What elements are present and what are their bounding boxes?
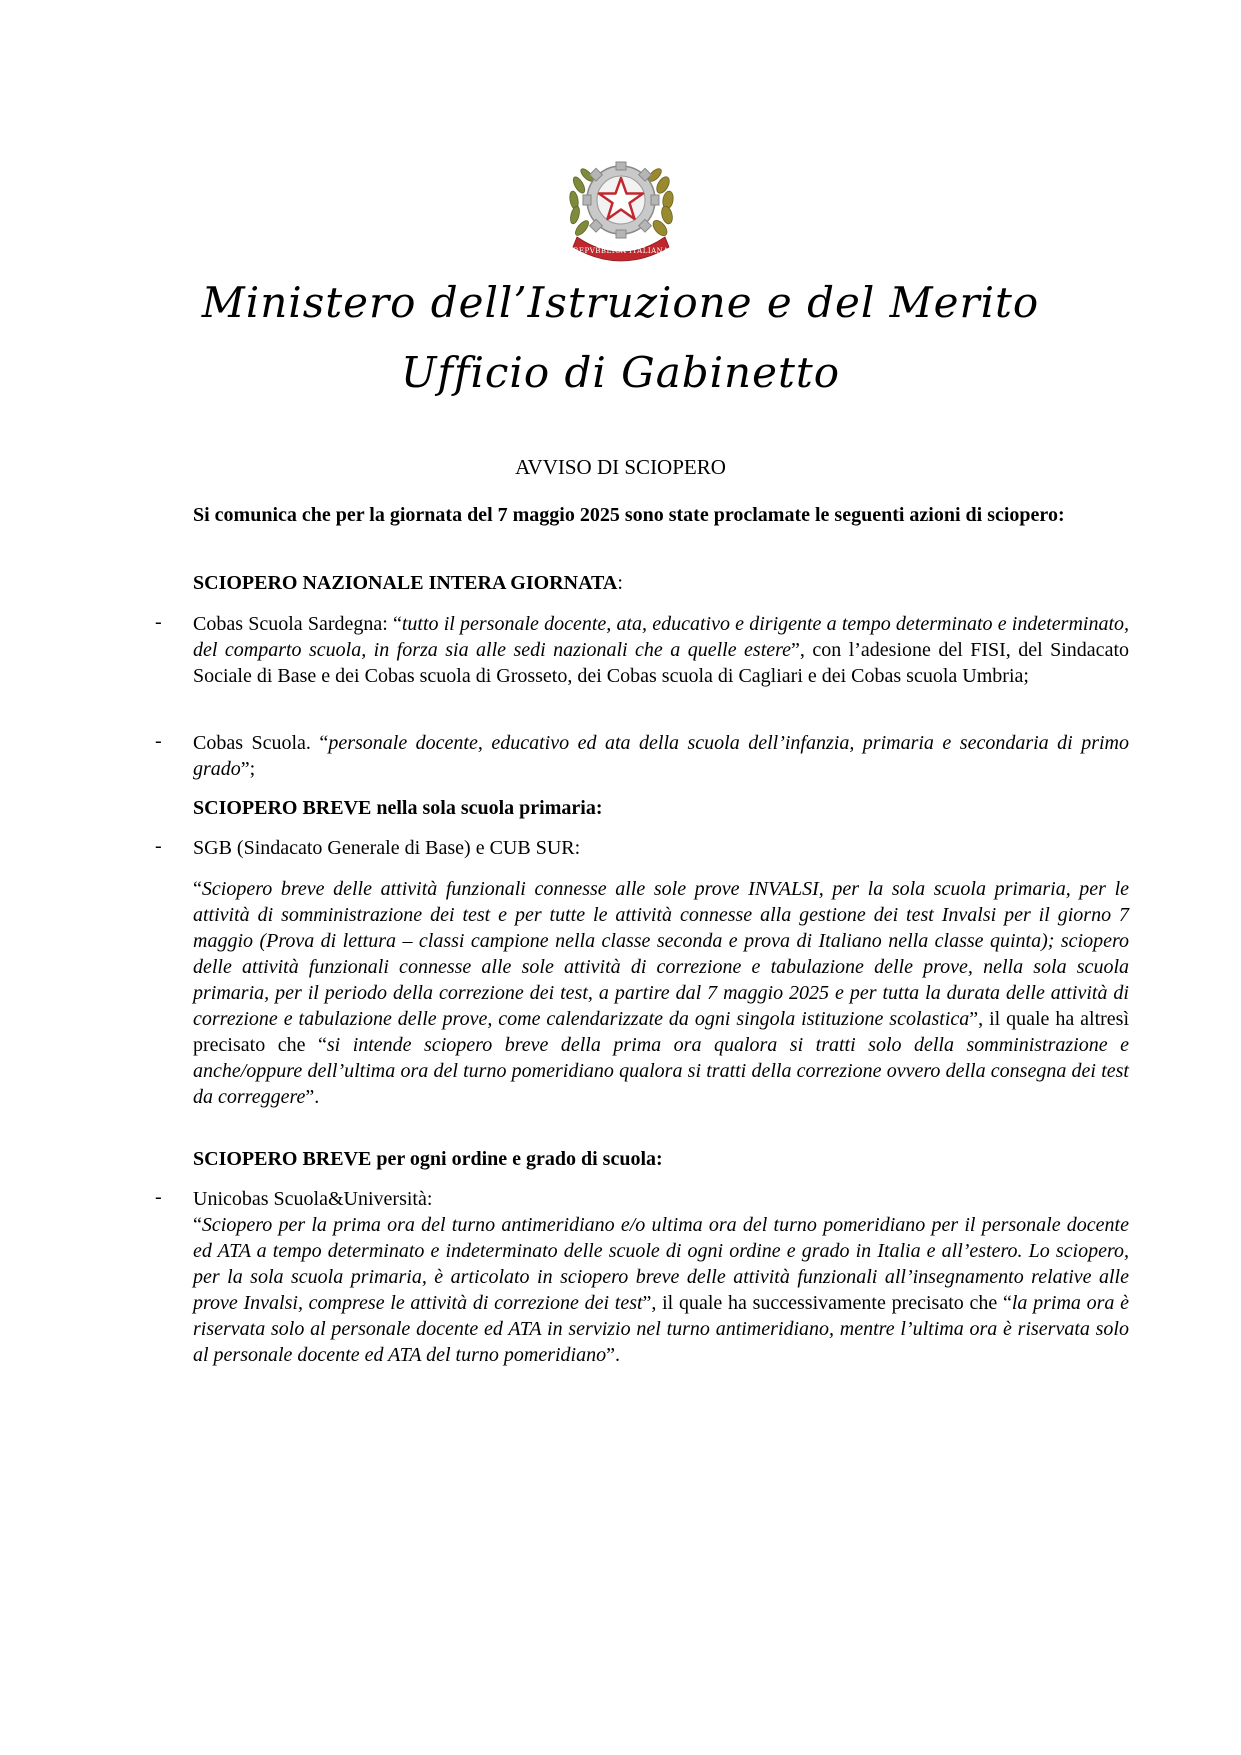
list-bullet: - bbox=[155, 1186, 162, 1208]
quote-text: ”, il quale ha successivamente precisato che “ bbox=[642, 1292, 1012, 1314]
quote-italic: Sciopero per la prima ora del turno antimeridiano e/o ultima ora del turno pomeridiano per il personale docente ed ATA a tempo determinato e indeterminato delle scuole di ogni ordine e grado in Italia e all’estero. Lo sciopero, per la sola scuola primaria, è articolato in sciopero breve delle attività funzionali all’insegnamento relative alle prove Invalsi, comprese le attività di correzione dei test bbox=[193, 1214, 1129, 1314]
quote-italic: Sciopero breve delle attività funzionali connesse alle sole prove INVALSI, per la sola scuola primaria, per le attività di somministrazione dei test e per tutte le attività connesse alla gestione dei test Invalsi per il giorno 7 maggio (Prova di lettura – classi campione nella classe seconda e prova di Italiano nella classe quinta); sciopero delle attività funzionali connesse alle sole attività di correzione e tabulazione delle prove, nella sola scuola primaria, per il periodo della correzione dei test, a partire dal 7 maggio 2025 e per tutta la durata delle attività di correzione e tabulazione delle prove, come calendarizzate da ogni singola istituzione scolastica bbox=[193, 878, 1129, 1030]
item-text: ”; bbox=[240, 758, 256, 780]
item-quote: tutto il personale docente, ata, educativo e dirigente a tempo determinato e indeterminato, del comparto scuola, in forza sia alle sedi nazionali che a quelle estere bbox=[193, 613, 1130, 661]
office-name: Ufficio di Gabinetto bbox=[400, 348, 841, 397]
quote-text: ”. bbox=[606, 1344, 620, 1366]
quote-text: ”, il quale ha altresì precisato che “ bbox=[193, 1008, 1129, 1056]
list-item-sgb-cub: SGB (Sindacato Generale di Base) e CUB SUR: bbox=[193, 837, 581, 859]
item-quote: personale docente, educativo ed ata della scuola dell’infanzia, primaria e secondaria di primo grado bbox=[193, 732, 1130, 780]
list-bullet: - bbox=[155, 835, 162, 857]
document-title: AVVISO DI SCIOPERO bbox=[515, 455, 726, 479]
quote-block-sgb bbox=[193, 876, 1129, 1110]
list-bullet: - bbox=[155, 611, 162, 633]
list-bullet: - bbox=[155, 730, 162, 752]
emblem-repubblica-italiana bbox=[565, 145, 677, 263]
list-item-cobas-scuola bbox=[193, 730, 1129, 782]
item-text: Cobas Scuola. “ bbox=[193, 732, 329, 754]
quote-italic: si intende sciopero breve della prima ora qualora si tratti solo della somministrazione e anche/oppure dell’ultima ora del turno pomeridiano qualora si tratti della correzione ovvero della consegna dei test da correggere bbox=[193, 1034, 1130, 1108]
quote-text: “ bbox=[193, 1214, 202, 1236]
intro-paragraph: Si comunica che per la giornata del 7 maggio 2025 sono state proclamate le seguenti azioni di sciopero: bbox=[193, 504, 1065, 526]
list-item-unicobas bbox=[193, 1186, 1129, 1368]
section-heading-short-strike-primary: SCIOPERO BREVE nella sola scuola primaria: bbox=[193, 797, 603, 819]
emblem-ribbon-text: REPVBBLICA ITALIANA bbox=[573, 247, 669, 255]
quote-text: “ bbox=[193, 878, 202, 900]
section-heading-national-strike bbox=[193, 572, 623, 595]
quote-text: ”. bbox=[305, 1086, 320, 1108]
quote-italic: la prima ora è riservata solo al personale docente ed ATA in servizio nel turno antimeridiano, mentre l’ultima ora è riservata solo al personale docente ed ATA del turno pomeridiano bbox=[193, 1292, 1129, 1366]
item-label: Unicobas Scuola&Università: bbox=[193, 1188, 433, 1210]
item-text: Cobas Scuola Sardegna: “ bbox=[193, 613, 402, 635]
section-heading-text: SCIOPERO NAZIONALE INTERA GIORNATA bbox=[193, 572, 618, 594]
section-heading-colon: : bbox=[617, 572, 623, 594]
ministry-name: Ministero dell’Istruzione e del Merito bbox=[201, 278, 1040, 327]
list-item-cobas-sardegna bbox=[193, 611, 1129, 689]
section-heading-short-strike-all: SCIOPERO BREVE per ogni ordine e grado di scuola: bbox=[193, 1148, 663, 1170]
item-text: ”, con l’adesione del FISI, del Sindacato Sociale di Base e dei Cobas scuola di Grosseto, dei Cobas scuola di Cagliari e dei Cobas scuola Umbria; bbox=[193, 639, 1129, 687]
